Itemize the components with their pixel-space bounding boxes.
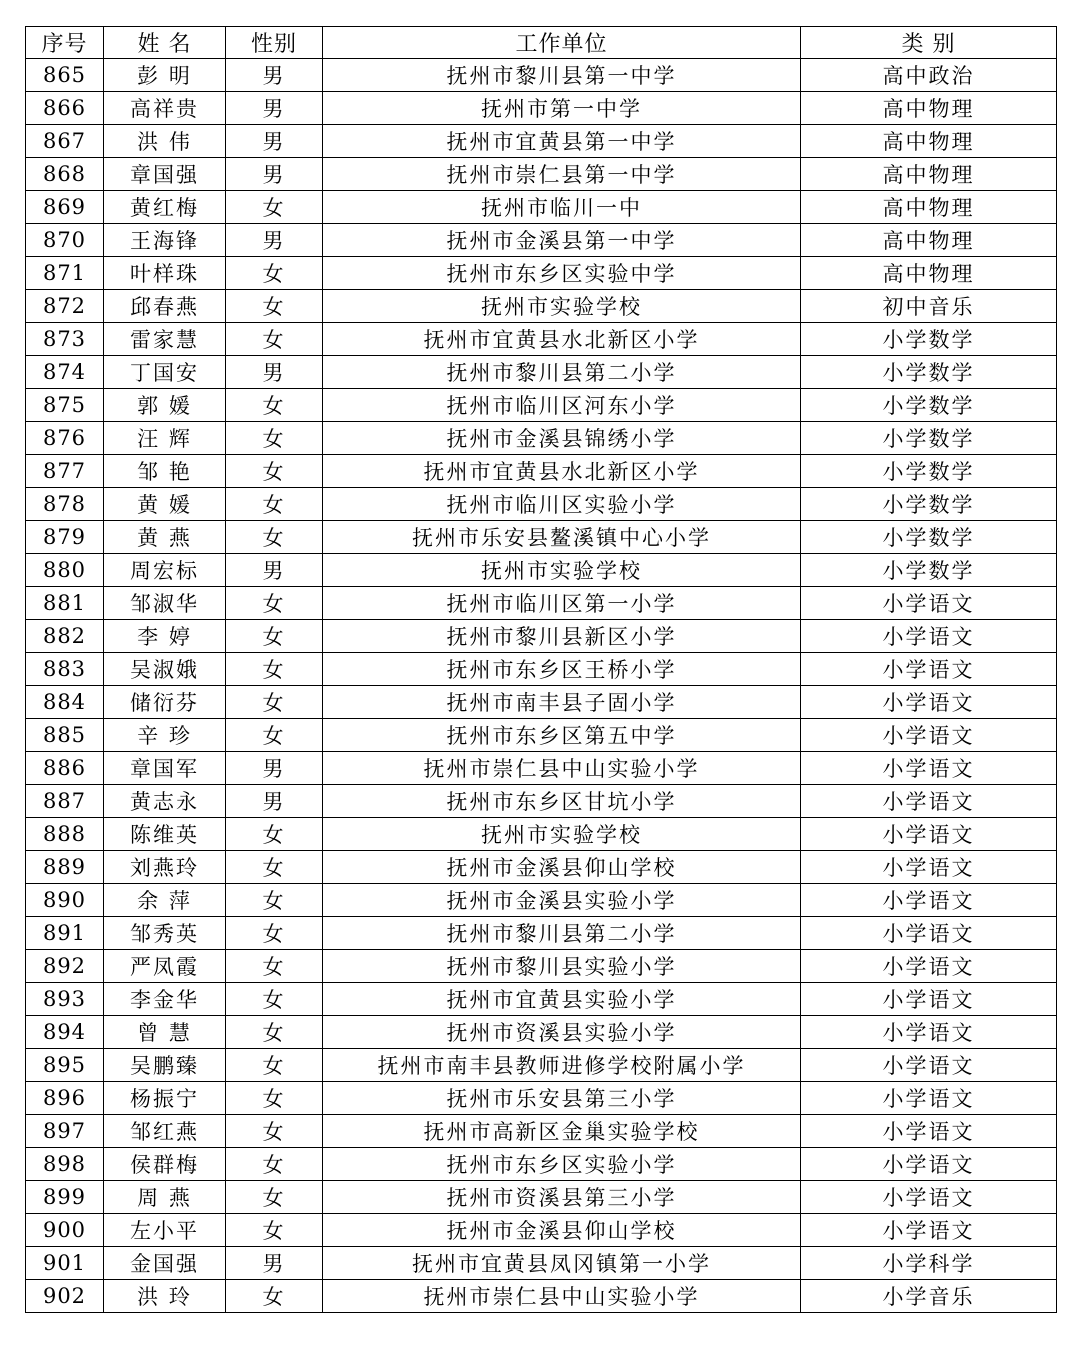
cell-category: 高中政治	[801, 59, 1057, 92]
cell-category: 小学语文	[801, 653, 1057, 686]
cell-gender: 女	[226, 323, 323, 356]
cell-unit: 抚州市崇仁县第一中学	[323, 158, 801, 191]
cell-gender: 女	[226, 1181, 323, 1214]
cell-unit: 抚州市宜黄县第一中学	[323, 125, 801, 158]
cell-unit: 抚州市临川一中	[323, 191, 801, 224]
cell-gender: 男	[226, 92, 323, 125]
cell-gender: 男	[226, 158, 323, 191]
table-row	[26, 92, 1057, 125]
cell-name: 王海锋	[104, 224, 226, 257]
cell-unit: 抚州市黎川县实验小学	[323, 950, 801, 983]
cell-unit: 抚州市黎川县第一中学	[323, 59, 801, 92]
cell-gender: 男	[226, 785, 323, 818]
cell-gender: 女	[226, 1148, 323, 1181]
cell-no: 880	[26, 554, 104, 587]
header-name: 姓 名	[104, 27, 226, 59]
cell-category: 高中物理	[801, 158, 1057, 191]
cell-name: 严凤霞	[104, 950, 226, 983]
cell-gender: 女	[226, 587, 323, 620]
cell-unit: 抚州市南丰县子固小学	[323, 686, 801, 719]
cell-no: 876	[26, 422, 104, 455]
cell-no: 873	[26, 323, 104, 356]
table-row	[26, 1280, 1057, 1313]
roster-body	[26, 59, 1057, 1313]
cell-gender: 女	[226, 257, 323, 290]
cell-name: 李金华	[104, 983, 226, 1016]
cell-no: 896	[26, 1082, 104, 1115]
cell-gender: 女	[226, 851, 323, 884]
table-row	[26, 686, 1057, 719]
table-row	[26, 1016, 1057, 1049]
cell-category: 小学语文	[801, 884, 1057, 917]
cell-unit: 抚州市金溪县仰山学校	[323, 851, 801, 884]
cell-no: 869	[26, 191, 104, 224]
cell-gender: 女	[226, 521, 323, 554]
cell-gender: 女	[226, 917, 323, 950]
cell-gender: 女	[226, 950, 323, 983]
table-row	[26, 1247, 1057, 1280]
cell-no: 899	[26, 1181, 104, 1214]
cell-gender: 女	[226, 620, 323, 653]
cell-no: 879	[26, 521, 104, 554]
cell-category: 小学数学	[801, 356, 1057, 389]
cell-category: 小学语文	[801, 1082, 1057, 1115]
cell-name: 邹秀英	[104, 917, 226, 950]
cell-category: 小学语文	[801, 1016, 1057, 1049]
header-row	[26, 27, 1057, 59]
table-row	[26, 1148, 1057, 1181]
cell-name: 高祥贵	[104, 92, 226, 125]
cell-name: 黄 燕	[104, 521, 226, 554]
cell-name: 汪 辉	[104, 422, 226, 455]
cell-name: 彭 明	[104, 59, 226, 92]
cell-name: 邹红燕	[104, 1115, 226, 1148]
cell-gender: 男	[226, 224, 323, 257]
cell-category: 小学语文	[801, 752, 1057, 785]
table-row	[26, 1214, 1057, 1247]
cell-category: 高中物理	[801, 257, 1057, 290]
cell-name: 周宏标	[104, 554, 226, 587]
cell-unit: 抚州市东乡区王桥小学	[323, 653, 801, 686]
cell-name: 侯群梅	[104, 1148, 226, 1181]
cell-name: 章国强	[104, 158, 226, 191]
cell-gender: 女	[226, 1280, 323, 1313]
cell-name: 储衍芬	[104, 686, 226, 719]
cell-category: 小学数学	[801, 323, 1057, 356]
cell-category: 小学语文	[801, 851, 1057, 884]
cell-category: 小学数学	[801, 422, 1057, 455]
cell-no: 865	[26, 59, 104, 92]
table-row	[26, 587, 1057, 620]
cell-name: 丁国安	[104, 356, 226, 389]
cell-name: 杨振宁	[104, 1082, 226, 1115]
cell-no: 901	[26, 1247, 104, 1280]
table-row	[26, 983, 1057, 1016]
cell-name: 周 燕	[104, 1181, 226, 1214]
table-row	[26, 191, 1057, 224]
cell-gender: 女	[226, 983, 323, 1016]
cell-name: 洪 伟	[104, 125, 226, 158]
cell-unit: 抚州市宜黄县实验小学	[323, 983, 801, 1016]
cell-no: 900	[26, 1214, 104, 1247]
cell-gender: 女	[226, 389, 323, 422]
cell-gender: 女	[226, 488, 323, 521]
table-row	[26, 356, 1057, 389]
cell-name: 黄红梅	[104, 191, 226, 224]
cell-name: 叶样珠	[104, 257, 226, 290]
cell-no: 889	[26, 851, 104, 884]
cell-unit: 抚州市宜黄县水北新区小学	[323, 323, 801, 356]
cell-category: 小学语文	[801, 620, 1057, 653]
cell-name: 吴鹏臻	[104, 1049, 226, 1082]
cell-gender: 女	[226, 653, 323, 686]
cell-unit: 抚州市第一中学	[323, 92, 801, 125]
cell-gender: 女	[226, 686, 323, 719]
cell-category: 小学语文	[801, 917, 1057, 950]
cell-no: 890	[26, 884, 104, 917]
cell-category: 小学数学	[801, 455, 1057, 488]
cell-no: 887	[26, 785, 104, 818]
table-row	[26, 620, 1057, 653]
table-row	[26, 422, 1057, 455]
cell-name: 陈维英	[104, 818, 226, 851]
cell-category: 小学数学	[801, 389, 1057, 422]
cell-name: 余 萍	[104, 884, 226, 917]
table-row	[26, 158, 1057, 191]
cell-unit: 抚州市东乡区第五中学	[323, 719, 801, 752]
cell-no: 902	[26, 1280, 104, 1313]
cell-gender: 女	[226, 1115, 323, 1148]
cell-name: 邹淑华	[104, 587, 226, 620]
table-row	[26, 323, 1057, 356]
cell-category: 高中物理	[801, 224, 1057, 257]
cell-unit: 抚州市崇仁县中山实验小学	[323, 1280, 801, 1313]
table-row	[26, 290, 1057, 323]
cell-unit: 抚州市金溪县实验小学	[323, 884, 801, 917]
cell-no: 888	[26, 818, 104, 851]
cell-name: 黄 媛	[104, 488, 226, 521]
cell-name: 邹 艳	[104, 455, 226, 488]
cell-unit: 抚州市乐安县鳌溪镇中心小学	[323, 521, 801, 554]
cell-gender: 男	[226, 125, 323, 158]
cell-name: 洪 玲	[104, 1280, 226, 1313]
cell-unit: 抚州市金溪县锦绣小学	[323, 422, 801, 455]
cell-no: 885	[26, 719, 104, 752]
cell-unit: 抚州市东乡区实验中学	[323, 257, 801, 290]
cell-gender: 男	[226, 1247, 323, 1280]
table-row	[26, 1115, 1057, 1148]
cell-category: 高中物理	[801, 92, 1057, 125]
cell-no: 895	[26, 1049, 104, 1082]
cell-gender: 女	[226, 191, 323, 224]
table-row	[26, 125, 1057, 158]
cell-name: 金国强	[104, 1247, 226, 1280]
cell-gender: 女	[226, 884, 323, 917]
cell-unit: 抚州市实验学校	[323, 818, 801, 851]
cell-unit: 抚州市资溪县实验小学	[323, 1016, 801, 1049]
header-category: 类 别	[801, 27, 1057, 59]
cell-no: 893	[26, 983, 104, 1016]
cell-category: 小学语文	[801, 686, 1057, 719]
cell-unit: 抚州市崇仁县中山实验小学	[323, 752, 801, 785]
cell-category: 小学数学	[801, 554, 1057, 587]
table-row	[26, 884, 1057, 917]
cell-unit: 抚州市南丰县教师进修学校附属小学	[323, 1049, 801, 1082]
cell-unit: 抚州市临川区实验小学	[323, 488, 801, 521]
cell-no: 892	[26, 950, 104, 983]
cell-no: 894	[26, 1016, 104, 1049]
cell-category: 小学音乐	[801, 1280, 1057, 1313]
cell-unit: 抚州市临川区河东小学	[323, 389, 801, 422]
cell-no: 878	[26, 488, 104, 521]
cell-category: 小学数学	[801, 521, 1057, 554]
cell-unit: 抚州市东乡区实验小学	[323, 1148, 801, 1181]
table-row	[26, 752, 1057, 785]
cell-no: 882	[26, 620, 104, 653]
table-row	[26, 59, 1057, 92]
cell-name: 雷家慧	[104, 323, 226, 356]
cell-no: 877	[26, 455, 104, 488]
cell-unit: 抚州市黎川县第二小学	[323, 917, 801, 950]
cell-gender: 女	[226, 290, 323, 323]
cell-category: 小学语文	[801, 950, 1057, 983]
table-row	[26, 521, 1057, 554]
cell-gender: 女	[226, 818, 323, 851]
cell-category: 初中音乐	[801, 290, 1057, 323]
table-row	[26, 389, 1057, 422]
cell-no: 875	[26, 389, 104, 422]
cell-gender: 女	[226, 719, 323, 752]
table-row	[26, 917, 1057, 950]
cell-gender: 女	[226, 1049, 323, 1082]
cell-no: 870	[26, 224, 104, 257]
cell-no: 886	[26, 752, 104, 785]
cell-no: 898	[26, 1148, 104, 1181]
cell-name: 章国军	[104, 752, 226, 785]
table-row	[26, 224, 1057, 257]
cell-gender: 女	[226, 422, 323, 455]
cell-gender: 男	[226, 356, 323, 389]
cell-name: 辛 珍	[104, 719, 226, 752]
cell-unit: 抚州市实验学校	[323, 554, 801, 587]
cell-category: 小学语文	[801, 983, 1057, 1016]
cell-category: 小学语文	[801, 818, 1057, 851]
cell-name: 邱春燕	[104, 290, 226, 323]
table-row	[26, 257, 1057, 290]
cell-no: 883	[26, 653, 104, 686]
cell-name: 曾 慧	[104, 1016, 226, 1049]
cell-no: 897	[26, 1115, 104, 1148]
table-row	[26, 1181, 1057, 1214]
cell-name: 李 婷	[104, 620, 226, 653]
cell-no: 866	[26, 92, 104, 125]
cell-unit: 抚州市临川区第一小学	[323, 587, 801, 620]
cell-gender: 男	[226, 59, 323, 92]
cell-category: 小学语文	[801, 1148, 1057, 1181]
cell-category: 小学语文	[801, 1115, 1057, 1148]
table-row	[26, 1082, 1057, 1115]
cell-name: 郭 媛	[104, 389, 226, 422]
cell-unit: 抚州市资溪县第三小学	[323, 1181, 801, 1214]
cell-category: 小学语文	[801, 1049, 1057, 1082]
table-row	[26, 851, 1057, 884]
cell-unit: 抚州市黎川县新区小学	[323, 620, 801, 653]
table-row	[26, 488, 1057, 521]
cell-no: 884	[26, 686, 104, 719]
cell-gender: 男	[226, 554, 323, 587]
cell-no: 874	[26, 356, 104, 389]
cell-gender: 女	[226, 1214, 323, 1247]
cell-unit: 抚州市金溪县仰山学校	[323, 1214, 801, 1247]
cell-name: 刘燕玲	[104, 851, 226, 884]
cell-name: 吴淑娥	[104, 653, 226, 686]
cell-unit: 抚州市宜黄县水北新区小学	[323, 455, 801, 488]
cell-no: 867	[26, 125, 104, 158]
cell-unit: 抚州市实验学校	[323, 290, 801, 323]
cell-unit: 抚州市金溪县第一中学	[323, 224, 801, 257]
cell-no: 872	[26, 290, 104, 323]
cell-unit: 抚州市高新区金巢实验学校	[323, 1115, 801, 1148]
table-row	[26, 653, 1057, 686]
cell-no: 868	[26, 158, 104, 191]
cell-no: 871	[26, 257, 104, 290]
cell-category: 小学科学	[801, 1247, 1057, 1280]
table-row	[26, 554, 1057, 587]
cell-category: 高中物理	[801, 191, 1057, 224]
cell-unit: 抚州市宜黄县凤冈镇第一小学	[323, 1247, 801, 1280]
cell-category: 小学语文	[801, 719, 1057, 752]
table-row	[26, 950, 1057, 983]
cell-gender: 女	[226, 455, 323, 488]
table-row	[26, 785, 1057, 818]
roster-table	[25, 26, 1057, 1313]
cell-category: 小学语文	[801, 1181, 1057, 1214]
cell-category: 小学语文	[801, 1214, 1057, 1247]
cell-category: 小学语文	[801, 587, 1057, 620]
cell-gender: 女	[226, 1016, 323, 1049]
cell-name: 黄志永	[104, 785, 226, 818]
cell-gender: 女	[226, 1082, 323, 1115]
cell-category: 小学数学	[801, 488, 1057, 521]
cell-no: 881	[26, 587, 104, 620]
table-row	[26, 455, 1057, 488]
cell-gender: 男	[226, 752, 323, 785]
table-row	[26, 719, 1057, 752]
header-unit: 工作单位	[323, 27, 801, 59]
cell-no: 891	[26, 917, 104, 950]
table-row	[26, 1049, 1057, 1082]
cell-unit: 抚州市东乡区甘坑小学	[323, 785, 801, 818]
cell-unit: 抚州市乐安县第三小学	[323, 1082, 801, 1115]
header-gender: 性别	[226, 27, 323, 59]
cell-unit: 抚州市黎川县第二小学	[323, 356, 801, 389]
header-no: 序号	[26, 27, 104, 59]
cell-category: 小学语文	[801, 785, 1057, 818]
cell-category: 高中物理	[801, 125, 1057, 158]
table-row	[26, 818, 1057, 851]
cell-name: 左小平	[104, 1214, 226, 1247]
